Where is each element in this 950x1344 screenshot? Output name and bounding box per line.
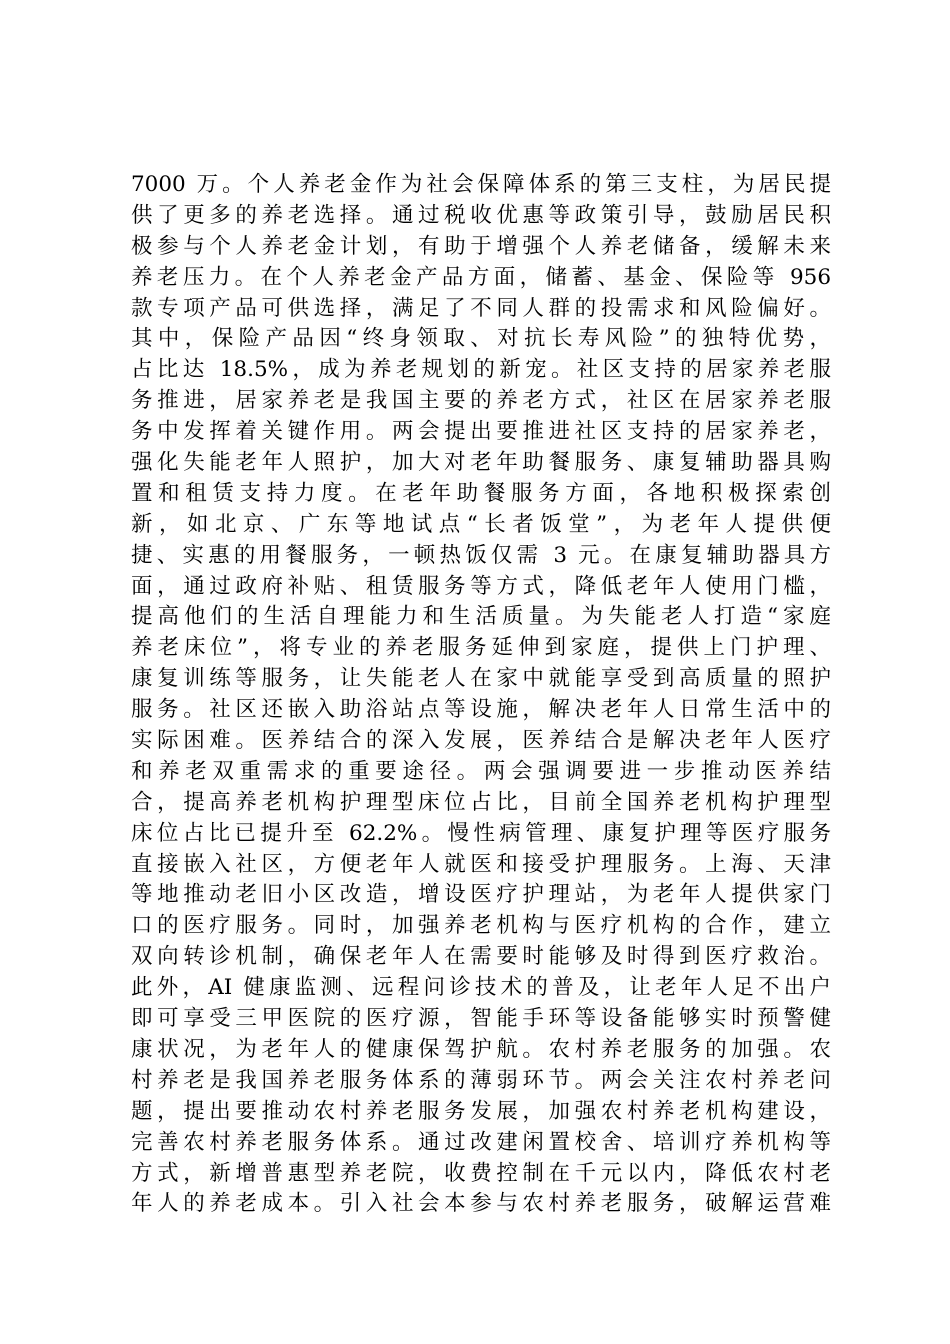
- text-line: 务中发挥着关键作用。两会提出要推进社区支持的居家养老，: [131, 419, 831, 445]
- text-line: 方式，新增普惠型养老院，收费控制在千元以内，降低农村老: [131, 1160, 831, 1186]
- text-line: 村养老是我国养老服务体系的薄弱环节。两会关注农村养老问: [131, 1067, 831, 1093]
- text-line: 康复训练等服务，让失能老人在家中就能享受到高质量的照护: [131, 666, 831, 692]
- text-line: 床位占比已提升至 62.2%。慢性病管理、康复护理等医疗服务: [131, 820, 831, 846]
- text-line: 捷、实惠的用餐服务，一顿热饭仅需 3 元。在康复辅助器具方: [131, 542, 831, 568]
- text-line: 其中，保险产品因“终身领取、对抗长寿风险”的独特优势，: [131, 326, 831, 352]
- text-line: 合，提高养老机构护理型床位占比，目前全国养老机构护理型: [131, 789, 831, 815]
- text-line: 强化失能老年人照护，加大对老年助餐服务、康复辅助器具购: [131, 450, 831, 476]
- text-line: 极参与个人养老金计划，有助于增强个人养老储备，缓解未来: [131, 233, 831, 259]
- text-line: 口的医疗服务。同时，加强养老机构与医疗机构的合作，建立: [131, 913, 831, 939]
- text-line: 服务。社区还嵌入助浴站点等设施，解决老年人日常生活中的: [131, 697, 831, 723]
- text-line: 题，提出要推动农村养老服务发展，加强农村养老机构建设，: [131, 1098, 831, 1124]
- text-line: 年人的养老成本。引入社会本参与农村养老服务，破解运营难: [131, 1191, 831, 1217]
- text-line: 新，如北京、广东等地试点“长者饭堂”，为老年人提供便: [131, 511, 831, 537]
- text-line: 即可享受三甲医院的医疗源，智能手环等设备能够实时预警健: [131, 1006, 831, 1032]
- text-line: 双向转诊机制，确保老年人在需要时能够及时得到医疗救治。: [131, 944, 831, 970]
- text-line: 供了更多的养老选择。通过税收优惠等政策引导，鼓励居民积: [131, 202, 831, 228]
- text-line: 直接嵌入社区，方便老年人就医和接受护理服务。上海、天津: [131, 851, 831, 877]
- text-line: 完善农村养老服务体系。通过改建闲置校舍、培训疗养机构等: [131, 1129, 831, 1155]
- text-line: 养老床位”，将专业的养老服务延伸到家庭，提供上门护理、: [131, 635, 831, 661]
- text-line: 等地推动老旧小区改造，增设医疗护理站，为老年人提供家门: [131, 882, 831, 908]
- text-line: 养老压力。在个人养老金产品方面，储蓄、基金、保险等 956: [131, 264, 831, 290]
- text-line: 实际困难。医养结合的深入发展，医养结合是解决老年人医疗: [131, 728, 831, 754]
- text-line: 占比达 18.5%，成为养老规划的新宠。社区支持的居家养老服: [131, 357, 831, 383]
- text-line: 此外，AI 健康监测、远程问诊技术的普及，让老年人足不出户: [131, 975, 831, 1001]
- text-line: 7000 万。个人养老金作为社会保障体系的第三支柱，为居民提: [131, 172, 831, 197]
- text-line: 置和租赁支持力度。在老年助餐服务方面，各地积极探索创: [131, 480, 831, 506]
- text-line: 面，通过政府补贴、租赁服务等方式，降低老年人使用门槛，: [131, 573, 831, 599]
- text-line: 务推进，居家养老是我国主要的养老方式，社区在居家养老服: [131, 388, 831, 414]
- text-line: 提高他们的生活自理能力和生活质量。为失能老人打造“家庭: [131, 604, 831, 630]
- text-line: 款专项产品可供选择，满足了不同人群的投需求和风险偏好。: [131, 295, 831, 321]
- text-line: 康状况，为老年人的健康保驾护航。农村养老服务的加强。农: [131, 1036, 831, 1062]
- text-line: 和养老双重需求的重要途径。两会强调要进一步推动医养结: [131, 758, 831, 784]
- body-text: [131, 170, 831, 1220]
